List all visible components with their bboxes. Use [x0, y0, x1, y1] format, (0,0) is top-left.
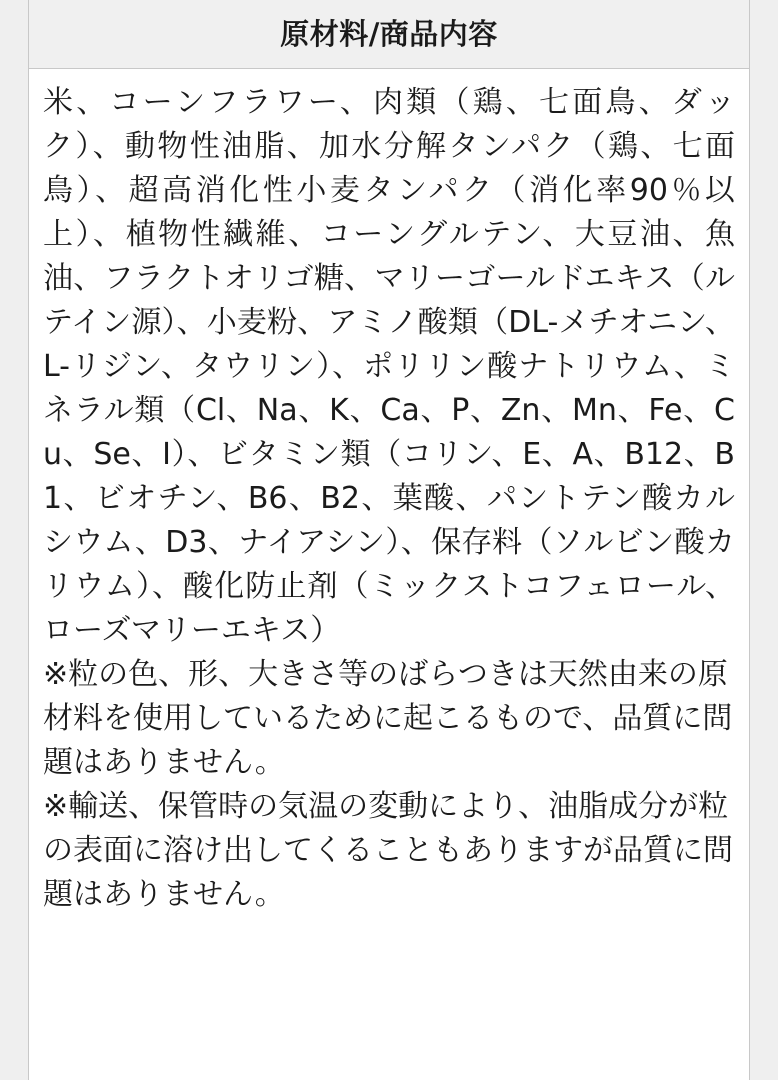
page-right-gutter — [750, 0, 778, 1080]
ingredients-table — [28, 0, 750, 1080]
ingredients-text: 米、コーンフラワー、肉類（鶏、七面鳥、ダック）、動物性油脂、加水分解タンパク（鶏、七面鳥）、超高消化性小麦タンパク（消化率90％以上）、植物性繊維、コーングルテン、大豆油、魚油、フラクトオリゴ糖、マリーゴールドエキス（ルテイン源）、小麦粉、アミノ酸類（DL-メチオニン、L-リジン、タウリン）、ポリリン酸ナトリウム、ミネラル類（Cl、Na、K、Ca、P、Zn、Mn、Fe、Cu、Se、I）、ビタミン類（コリン、E、A、B12、B1、ビオチン、B6、B2、葉酸、パントテン酸カルシウム、D3、ナイアシン）、保存料（ソルビン酸カリウム）、酸化防止剤（ミックストコフェロール、ローズマリーエキス） — [43, 85, 735, 648]
table-header-row — [29, 0, 749, 69]
table-body-cell — [29, 69, 749, 1080]
note-kernel-variation: ※粒の色、形、大きさ等のばらつきは天然由来の原材料を使用しているために起こるもので、品質に問題はありません。 — [43, 657, 733, 780]
table-header-title: 原材料/商品内容 — [280, 16, 498, 51]
page-left-gutter — [0, 0, 28, 1080]
note-fat-surface: ※輸送、保管時の気温の変動により、油脂成分が粒の表面に溶け出してくることもありますが品質に問題はありません。 — [43, 789, 733, 912]
